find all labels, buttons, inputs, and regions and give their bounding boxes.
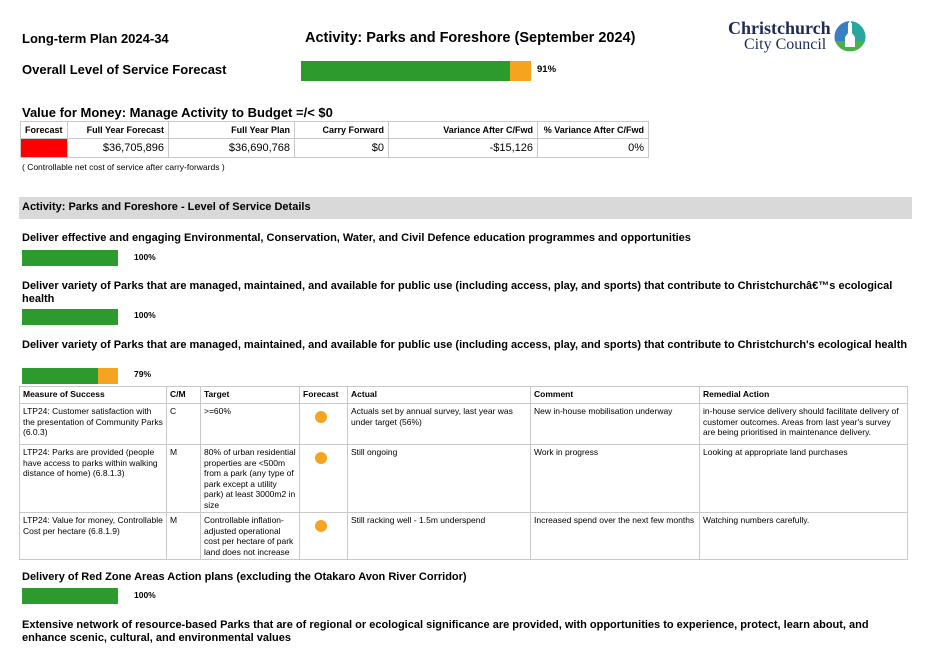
- table-row: [20, 445, 908, 513]
- target-cell: Controllable inflation-adjusted operational cost per hectare of park land does not increase: [201, 513, 300, 560]
- value-for-money-table: [20, 121, 649, 158]
- comment-cell: New in-house mobilisation underway: [531, 404, 700, 445]
- table-header-row: [20, 387, 908, 404]
- service-item-title: Deliver effective and engaging Environmental, Conservation, Water, and Civil Defence education programmes and opportunities: [22, 232, 691, 244]
- forecast-cell: [300, 404, 348, 445]
- pct-variance-value: 0%: [538, 139, 649, 158]
- remedial-cell: Watching numbers carefully.: [700, 513, 908, 560]
- table-row: [21, 139, 649, 158]
- column-header: Variance After C/Fwd: [389, 122, 538, 139]
- column-header: Full Year Forecast: [68, 122, 169, 139]
- cost-note: ( Controllable net cost of service after carry-forwards ): [22, 162, 225, 172]
- forecast-cell: [300, 513, 348, 560]
- bar-green-segment: [22, 368, 98, 384]
- remedial-cell: in-house service delivery should facilitate delivery of customer outcomes. Areas from last year's survey are being prioritised in maintenance delivery.: [700, 404, 908, 445]
- actual-cell: Actuals set by annual survey, last year was under target (56%): [348, 404, 531, 445]
- overall-percent: 91%: [537, 64, 557, 75]
- column-header: Forecast: [300, 387, 348, 404]
- measure-cell: LTP24: Parks are provided (people have access to parks within walking distance of home) (6.8.1.3): [20, 445, 167, 513]
- cm-cell: M: [167, 445, 201, 513]
- forecast-status-cell: [21, 139, 68, 158]
- cm-cell: M: [167, 513, 201, 560]
- carry-forward-value: $0: [295, 139, 389, 158]
- bar-green-segment: [22, 250, 118, 266]
- service-percent: 79%: [134, 369, 152, 379]
- bar-green-segment: [22, 309, 118, 325]
- measure-cell: LTP24: Value for money, Controllable Cost per hectare (6.8.1.9): [20, 513, 167, 560]
- target-cell: 80% of urban residential properties are <500m from a park (any type of park except a utility park) at least 3000m2 in size: [201, 445, 300, 513]
- full-year-plan-value: $36,690,768: [169, 139, 295, 158]
- service-progress-bar: [22, 250, 118, 266]
- service-percent: 100%: [134, 590, 156, 600]
- column-header: Comment: [531, 387, 700, 404]
- bar-amber-segment: [510, 61, 531, 81]
- overall-forecast-label: Overall Level of Service Forecast: [22, 62, 227, 77]
- forecast-status-dot-icon: [315, 411, 327, 423]
- column-header: Actual: [348, 387, 531, 404]
- service-item-title: Deliver variety of Parks that are managed, maintained, and available for public use (including access, play, and sports) that contribute to Christchurch's ecological health: [22, 339, 908, 351]
- column-header: Target: [201, 387, 300, 404]
- cm-cell: C: [167, 404, 201, 445]
- service-item-title: Delivery of Red Zone Areas Action plans (excluding the Otakaro Avon River Corridor): [22, 571, 467, 583]
- service-progress-bar: [22, 309, 118, 325]
- column-header: Measure of Success: [20, 387, 167, 404]
- actual-cell: Still ongoing: [348, 445, 531, 513]
- comment-cell: Work in progress: [531, 445, 700, 513]
- section-header: [19, 197, 912, 219]
- service-progress-bar: [22, 588, 118, 604]
- service-percent: 100%: [134, 252, 156, 262]
- council-logo: [726, 19, 868, 55]
- column-header: Full Year Plan: [169, 122, 295, 139]
- remedial-cell: Looking at appropriate land purchases: [700, 445, 908, 513]
- column-header: C/M: [167, 387, 201, 404]
- forecast-status-dot-icon: [315, 520, 327, 532]
- actual-cell: Still racking well - 1.5m underspend: [348, 513, 531, 560]
- column-header: % Variance After C/Fwd: [538, 122, 649, 139]
- measures-table: [19, 386, 908, 560]
- full-year-forecast-value: $36,705,896: [68, 139, 169, 158]
- target-cell: >=60%: [201, 404, 300, 445]
- logo-line-1: Christchurch: [728, 18, 831, 38]
- section-title: Activity: Parks and Foreshore - Level of Service Details: [22, 201, 311, 213]
- bar-amber-segment: [98, 368, 118, 384]
- comment-cell: Increased spend over the next few months: [531, 513, 700, 560]
- service-item-title: Extensive network of resource-based Parks that are of regional or ecological significance are provided, with opportunities to experience, protect, learn about, and enhance scenic, cultural, and environmental values: [22, 619, 869, 644]
- service-progress-bar: [22, 368, 118, 384]
- measure-cell: LTP24: Customer satisfaction with the presentation of Community Parks (6.0.3): [20, 404, 167, 445]
- service-item-title: Deliver variety of Parks that are managed, maintained, and available for public use (including access, play, and sports) that contribute to Christchurchâ€™s ecological health: [22, 280, 893, 305]
- column-header: Carry Forward: [295, 122, 389, 139]
- forecast-status-dot-icon: [315, 452, 327, 464]
- service-percent: 100%: [134, 310, 156, 320]
- overall-progress-bar: [301, 61, 531, 81]
- value-for-money-title: Value for Money: Manage Activity to Budget =/< $0: [22, 105, 333, 120]
- variance-value: -$15,126: [389, 139, 538, 158]
- column-header: Remedial Action: [700, 387, 908, 404]
- plan-title: Long-term Plan 2024-34: [22, 31, 169, 46]
- table-row: [20, 513, 908, 560]
- activity-title: Activity: Parks and Foreshore (September 2024): [305, 30, 636, 46]
- cathedral-emblem-icon: [832, 19, 868, 53]
- bar-green-segment: [22, 588, 118, 604]
- forecast-cell: [300, 445, 348, 513]
- bar-green-segment: [301, 61, 510, 81]
- table-row: [20, 404, 908, 445]
- logo-line-2: City Council: [744, 36, 827, 53]
- column-header: Forecast: [21, 122, 68, 139]
- table-header-row: [21, 122, 649, 139]
